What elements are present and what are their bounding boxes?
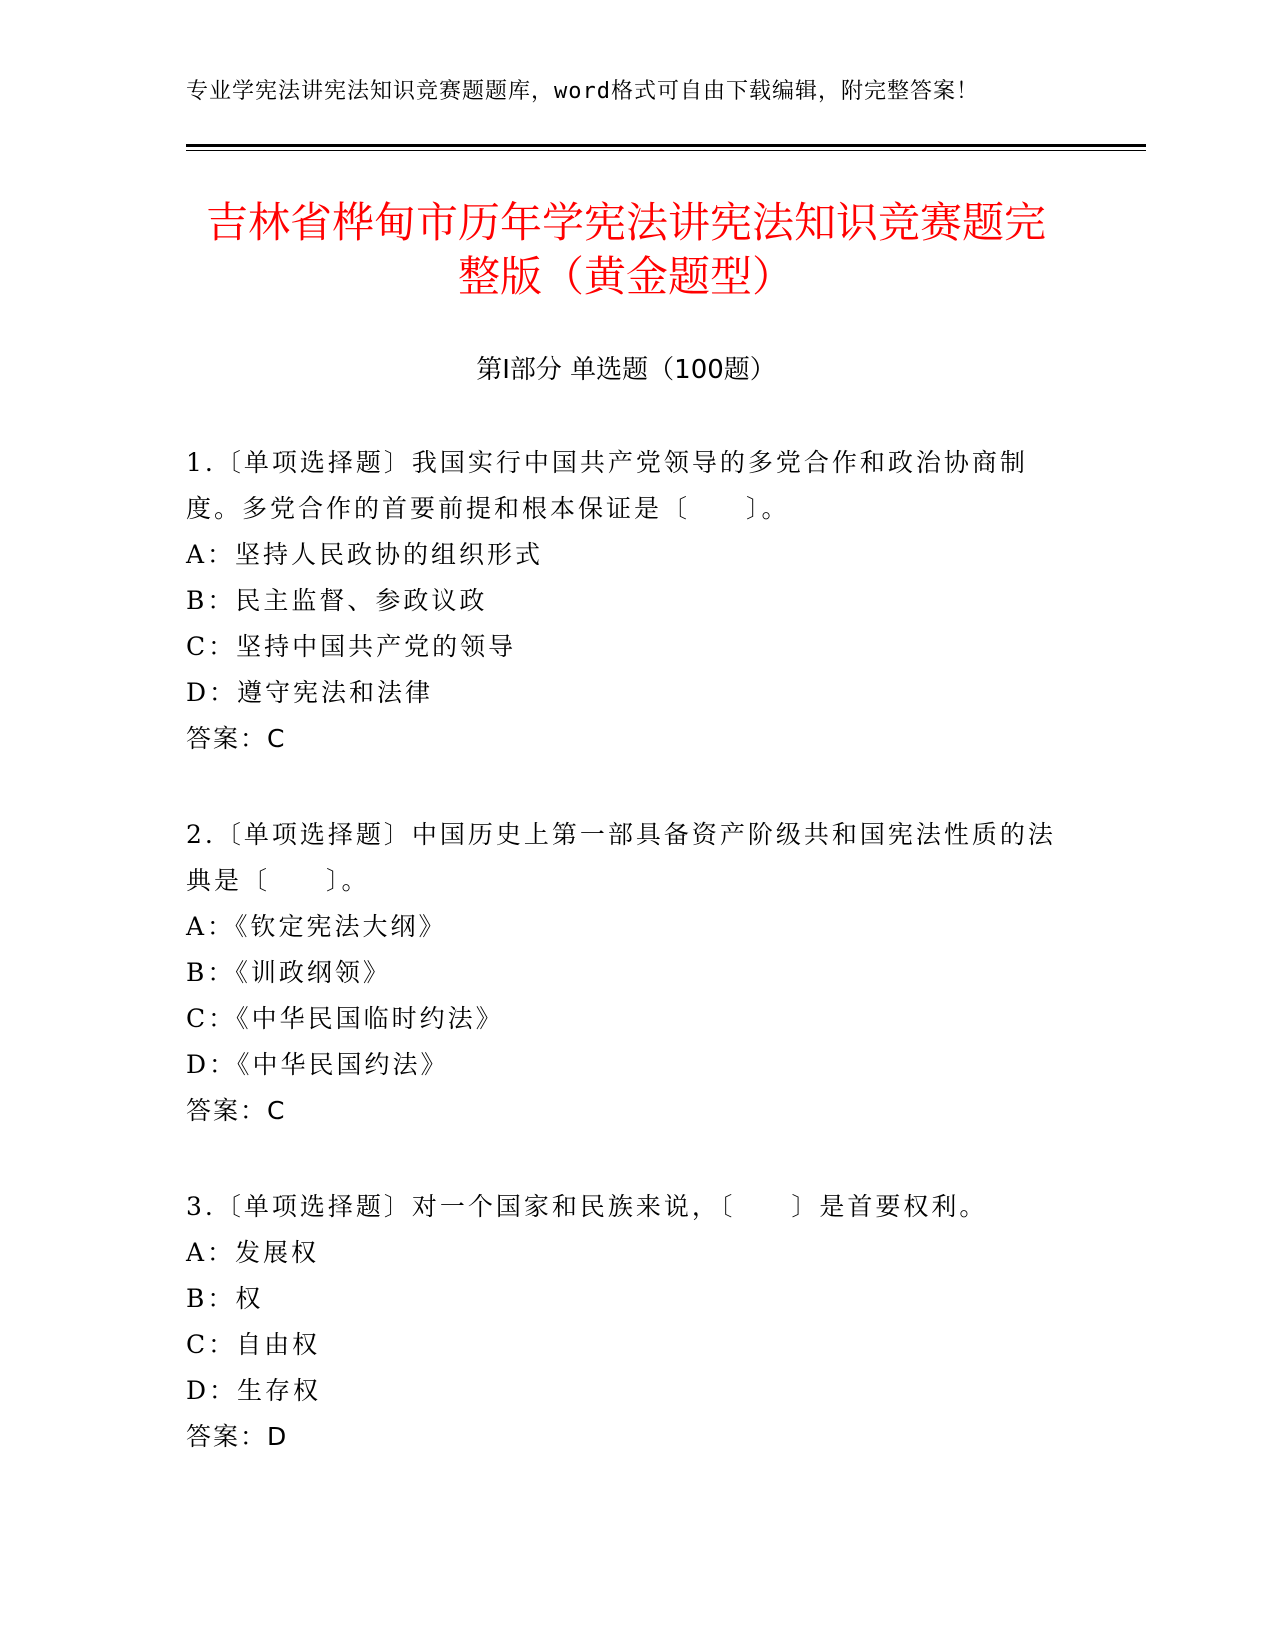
option-b: B：民主监督、参政议政 — [186, 586, 488, 615]
option-b: B：权 — [186, 1284, 264, 1313]
option-a: A：发展权 — [186, 1238, 320, 1267]
question-2 — [186, 812, 1066, 1134]
option-c: C：坚持中国共产党的领导 — [186, 632, 517, 661]
question-list — [186, 440, 1066, 1510]
question-stem: 2.〔单项选择题〕中国历史上第一部具备资产阶级共和国宪法性质的法典是〔 〕。 — [186, 820, 1056, 895]
option-c: C：《中华民国临时约法》 — [186, 1004, 504, 1033]
option-d: D：《中华民国约法》 — [186, 1050, 449, 1079]
question-stem: 3.〔单项选择题〕对一个国家和民族来说，〔 〕是首要权利。 — [186, 1192, 988, 1221]
option-a: A：坚持人民政协的组织形式 — [186, 540, 544, 569]
question-1 — [186, 440, 1066, 762]
answer: 答案：C — [186, 724, 287, 753]
question-3 — [186, 1184, 1066, 1460]
header-rule-thin — [186, 150, 1146, 151]
document-title: 吉林省桦甸市历年学宪法讲宪法知识竞赛题完整版（黄金题型） — [205, 198, 1046, 301]
section-title: 第Ⅰ部分 单选题（100题） — [476, 355, 776, 385]
header-note: 专业学宪法讲宪法知识竞赛题题库，word格式可自由下载编辑，附完整答案！ — [186, 79, 979, 104]
header-rule-thick — [186, 144, 1146, 147]
question-stem: 1.〔单项选择题〕我国实行中国共产党领导的多党合作和政治协商制度。多党合作的首要前提和根本保证是〔 〕。 — [186, 448, 1028, 523]
option-d: D：遵守宪法和法律 — [186, 678, 434, 707]
option-a: A：《钦定宪法大纲》 — [186, 912, 447, 941]
answer: 答案：C — [186, 1096, 287, 1125]
option-b: B：《训政纲领》 — [186, 958, 391, 987]
option-d: D：生存权 — [186, 1376, 322, 1405]
answer: 答案：D — [186, 1422, 289, 1451]
option-c: C：自由权 — [186, 1330, 321, 1359]
